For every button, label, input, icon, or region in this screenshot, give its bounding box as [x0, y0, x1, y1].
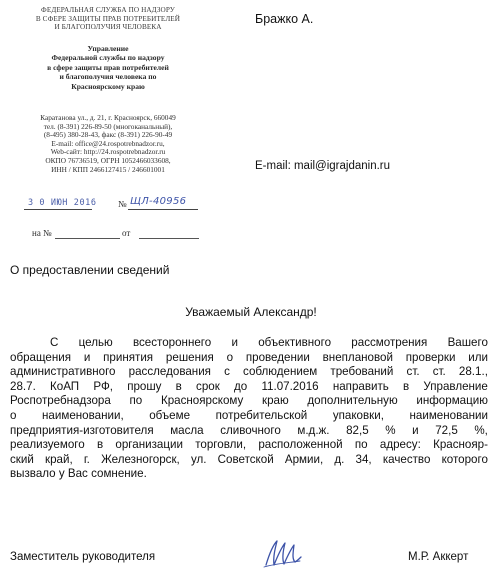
- body-word: и: [412, 423, 419, 437]
- department-name: [28, 44, 188, 91]
- body-word: в: [96, 438, 104, 452]
- contact-line: E-mail: office@24.rospotrebnadzor.ru,: [51, 138, 165, 148]
- number-stamp: ЩЛ-40956: [130, 196, 187, 207]
- reference-row: [32, 228, 222, 242]
- body-word: направить: [332, 379, 389, 393]
- body-line: [10, 365, 488, 380]
- handwritten-signature: [260, 537, 304, 571]
- contact-line: (8-495) 380-28-43, факс (8-391) 226-90-49: [43, 130, 173, 140]
- contact-line: Каратанова ул., д. 21, г. Красноярск, 660049: [40, 113, 176, 122]
- ref-date-blank: [139, 238, 199, 239]
- body-word: наименовании: [409, 408, 488, 422]
- agency-line: ФЕДЕРАЛЬНАЯ СЛУЖБА ПО НАДЗОРУ: [41, 6, 175, 14]
- body-word: потребительской: [215, 408, 308, 422]
- body-word: организации: [115, 438, 183, 452]
- body-word: масла: [170, 423, 204, 437]
- body-word: сливочного: [220, 423, 281, 437]
- body-word: и: [231, 336, 238, 349]
- body-word: Красноярскому: [160, 394, 244, 408]
- body-line: [10, 336, 488, 351]
- body-word: проверки: [405, 350, 456, 364]
- body-word: объеме: [149, 408, 191, 422]
- contact-line: тел. (8-391) 226-89-50 (многоканальный),: [43, 121, 173, 131]
- body-word: информацию: [416, 394, 488, 408]
- body-word: о: [226, 350, 234, 364]
- body-word: 34,: [355, 452, 372, 466]
- body-word: ст.: [406, 365, 420, 379]
- contact-line: Web-сайт: http://24.rospotrebnadzor.ru: [50, 147, 166, 157]
- department-line: Красноярскому краю: [71, 81, 145, 91]
- body-word: ский: [10, 452, 34, 466]
- body-line: [10, 351, 488, 366]
- ref-number-blank: [55, 238, 120, 239]
- body-word: %,: [474, 423, 488, 437]
- agency-line: В СФЕРЕ ЗАЩИТЫ ПРАВ ПОТРЕБИТЕЛЕЙ: [35, 14, 181, 23]
- body-word: в: [403, 379, 410, 393]
- body-word: расположенной: [258, 438, 343, 452]
- body-line: [10, 438, 488, 453]
- body-word: Роспотребнадзора: [10, 394, 111, 408]
- letter-body: [10, 336, 488, 482]
- body-word: Армии,: [284, 452, 324, 466]
- body-word: рассмотрения: [351, 336, 428, 349]
- body-word: Краснояр-: [433, 438, 488, 452]
- body-word: Железногорск,: [101, 452, 180, 466]
- department-line: и благополучия человека по: [59, 72, 157, 82]
- body-line: вызвало у Вас сомнение.: [10, 467, 147, 481]
- body-word: о: [10, 408, 17, 422]
- body-word: и: [83, 350, 91, 364]
- date-underline: [24, 209, 92, 210]
- body-word: КоАП: [50, 379, 80, 393]
- body-word: расследования: [128, 365, 211, 379]
- body-word: всестороннего: [132, 336, 212, 349]
- body-word: торговли,: [195, 438, 247, 452]
- body-word: Советской: [217, 452, 274, 466]
- body-word: наименовании,: [42, 408, 124, 422]
- body-word: или: [468, 350, 488, 364]
- body-line: [10, 380, 488, 395]
- body-word: качество: [382, 452, 431, 466]
- recipient-email: E-mail: mail@igrajdanin.ru: [255, 160, 391, 172]
- body-line: [10, 453, 488, 468]
- body-word: ст.: [432, 365, 446, 379]
- body-line: [10, 394, 488, 409]
- body-word: в: [175, 379, 182, 393]
- recipient-name: Бражко А.: [255, 12, 314, 26]
- body-word: соблюдением: [243, 365, 318, 379]
- body-word: по: [354, 438, 368, 452]
- contact-line: ОКПО 76736519, ОГРН 1052466033608,: [45, 155, 171, 165]
- body-word: предприятия-изготовителя: [10, 423, 154, 437]
- body-word: РФ,: [93, 379, 113, 393]
- body-word: решения: [165, 350, 214, 364]
- body-word: проведении: [245, 350, 310, 364]
- body-word: С: [50, 336, 59, 349]
- body-word: 28.1.,: [458, 365, 488, 379]
- outgoing-date-number: [22, 198, 202, 214]
- body-word: до: [234, 379, 248, 393]
- body-word: 28.7.: [10, 379, 36, 393]
- body-word: срок: [196, 379, 220, 393]
- department-line: в сфере защиты прав потребителей: [47, 62, 169, 72]
- body-word: реализуемого: [10, 438, 85, 452]
- agency-contacts: [28, 114, 188, 174]
- contact-line: ИНН / КПП 2466127415 / 246601001: [51, 164, 165, 174]
- number-underline: [128, 209, 198, 210]
- body-word: административного: [10, 365, 116, 379]
- body-word: прошу: [127, 379, 162, 393]
- body-word: 11.07.2016: [261, 379, 319, 393]
- department-line: Федеральной службы по надзору: [51, 53, 165, 63]
- body-word: Управление: [423, 379, 488, 393]
- signer-name: М.Р. Аккерт: [408, 551, 469, 563]
- body-word: 82,5: [346, 423, 369, 437]
- body-word: край,: [45, 452, 73, 466]
- body-word: краю: [262, 394, 289, 408]
- body-word: обращения: [10, 350, 71, 364]
- body-word: которого: [441, 452, 488, 466]
- date-stamp: 3 0 ИЮН 2016: [28, 198, 97, 208]
- body-word: Вашего: [447, 336, 488, 349]
- body-word: требований: [330, 365, 394, 379]
- body-word: объективного: [258, 336, 332, 349]
- signer-title: Заместитель руководителя: [10, 551, 156, 563]
- ref-date-label: от: [122, 228, 131, 238]
- ref-number-label: на №: [32, 228, 52, 238]
- body-word: г.: [83, 452, 90, 466]
- body-paragraph: [10, 336, 488, 467]
- body-line: [10, 424, 488, 439]
- agency-name: [28, 6, 188, 32]
- body-word: упаковки,: [332, 408, 384, 422]
- body-word: целью: [78, 336, 113, 349]
- body-line: [10, 409, 488, 424]
- body-word: ул.: [190, 452, 207, 466]
- body-word: по: [129, 394, 143, 408]
- letter-subject: О предоставлении сведений: [10, 263, 170, 277]
- body-word: дополнительную: [307, 394, 398, 408]
- number-label: №: [118, 199, 127, 209]
- body-word: 72,5: [435, 423, 458, 437]
- body-word: внеплановой: [322, 350, 393, 364]
- body-word: с: [224, 365, 230, 379]
- agency-line: И БЛАГОПОЛУЧИЯ ЧЕЛОВЕКА: [54, 23, 162, 32]
- department-line: Управление: [87, 44, 129, 53]
- body-word: адресу:: [379, 438, 421, 452]
- body-word: д.: [334, 452, 345, 466]
- body-word: принятия: [103, 350, 154, 364]
- salutation: Уважаемый Александр!: [185, 305, 317, 319]
- body-word: %: [385, 423, 396, 437]
- body-word: м.д.ж.: [297, 423, 330, 437]
